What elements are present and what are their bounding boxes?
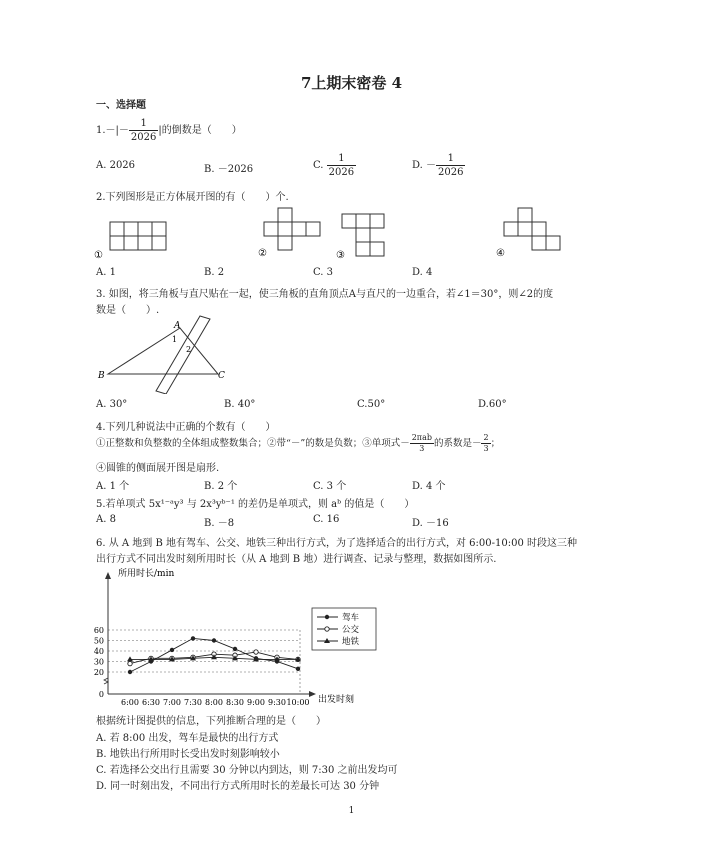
q2-option-c: C. 3: [313, 267, 334, 278]
label-c: C: [218, 371, 225, 381]
section-heading: 一、选择题: [96, 100, 146, 111]
y-tick-label: 0: [98, 690, 104, 699]
q5-option-b: B. －8: [204, 518, 235, 529]
cube-nets-figure: [90, 200, 610, 265]
net-mark-4: ④: [496, 248, 505, 259]
q4-option-c: C. 3 个: [313, 481, 347, 492]
q4-option-d: D. 4 个: [412, 481, 446, 492]
x-tick-label: 8:00: [205, 698, 223, 707]
q4-statements-1: ①正整数和负整数的全体组成整数集合；②带“－”的数是负数；③单项式－ $\frac{\text{2πab}}{3}$ 的系数是－ $\frac{2}{3}$ ；: [96, 433, 501, 453]
x-tick-label: 7:30: [184, 698, 202, 707]
q5-stem: 5.若单项式 5x¹⁻ᵃy³ 与 2x³yᵇ⁻¹ 的差仍是单项式，则 aᵇ 的值是（ ）: [96, 499, 415, 510]
x-tick-label: 10:00: [286, 698, 310, 707]
q6-line1: 6. 从 A 地到 B 地有驾车、公交、地铁三种出行方式，为了选择适合的出行方式，对 6:00-10:00 时段这三种: [96, 538, 578, 549]
q2-option-d: D. 4: [412, 267, 433, 278]
q3-option-c: C.50°: [357, 399, 386, 410]
data-point: [128, 670, 132, 674]
label-b: B: [98, 371, 105, 381]
data-point: [233, 647, 237, 651]
cube-net-3: [342, 214, 384, 256]
net-mark-1: ①: [94, 250, 103, 261]
q3-option-a: A. 30°: [96, 399, 128, 410]
q2-option-a: A. 1: [96, 267, 116, 278]
q1-prefix: 1.－|－: [96, 125, 129, 136]
cube-net-1: [110, 222, 166, 250]
travel-time-line-chart: [90, 566, 380, 708]
x-tick-label: 6:00: [121, 698, 139, 707]
label-a: A: [174, 321, 181, 331]
y-axis-arrow: [105, 572, 111, 579]
q6-option-c: C. 若选择公交出行且需要 30 分钟以内到达，则 7:30 之前出发均可: [96, 765, 398, 776]
legend-label: 驾车: [342, 613, 360, 623]
q6-question: 根据统计图提供的信息，下列推断合理的是（ ）: [96, 716, 326, 727]
page-number: 1: [348, 806, 355, 816]
triangle-outline: [108, 328, 218, 374]
q3-option-b: B. 40°: [224, 399, 256, 410]
page-title: 7上期末密卷 4: [300, 74, 403, 92]
q6-option-b: B. 地铁出行所用时长受出发时刻影响较小: [96, 749, 280, 760]
legend-label: 地铁: [342, 637, 360, 647]
q5-option-d: D. －16: [412, 518, 449, 529]
data-point: [128, 661, 132, 665]
y-tick-label: 30: [93, 657, 104, 667]
y-tick-label: 60: [93, 626, 104, 635]
q1-option-c: C. $\frac{1}{2026}$: [313, 153, 355, 178]
q3-line2: 数是（ ）.: [96, 305, 160, 316]
q2-option-b: B. 2: [204, 267, 225, 278]
q1-option-a: A. 2026: [96, 160, 136, 171]
q6-line2: 出行方式不同出发时刻所用时长（从 A 地到 B 地）进行调查、记录与整理，数据如图所示.: [96, 554, 497, 565]
q6-option-d: D. 同一时刻出发，不同出行方式所用时长的差最长可达 30 分钟: [96, 781, 380, 792]
net-mark-3: ③: [336, 250, 345, 261]
q4-stem: 4.下列几种说法中正确的个数有（ ）: [96, 422, 276, 433]
data-point: [212, 638, 216, 642]
data-point: [127, 656, 133, 661]
x-tick-label: 9:00: [247, 698, 265, 707]
chart-series: [127, 636, 301, 674]
y-tick-label: 20: [93, 668, 104, 677]
q1-option-d: D. － $\frac{1}{2026}$: [412, 153, 464, 178]
cube-net-4: [504, 208, 560, 250]
y-tick-label: 50: [93, 636, 104, 646]
triangle-ruler-figure: [92, 314, 242, 394]
q1-option-b: B. －2026: [204, 164, 254, 175]
data-point: [254, 650, 258, 654]
q2-stem: 2.下列图形是正方体展开图的有（ ）个.: [96, 192, 289, 203]
data-point: [191, 636, 195, 640]
q3-option-d: D.60°: [478, 399, 507, 410]
data-point: [325, 615, 329, 619]
x-tick-label: 6:30: [142, 698, 160, 707]
chart-x-label: 出发时刻: [318, 695, 355, 705]
chart-y-label: 所用时长/min: [118, 569, 175, 579]
net-mark-2: ②: [258, 248, 267, 259]
chart-legend: [312, 608, 376, 650]
q5-option-a: A. 8: [96, 514, 116, 525]
q1-fraction: $\frac{1}{2026}$: [130, 118, 157, 143]
q3-line1: 3. 如图，将三角板与直尺贴在一起，使三角板的直角顶点A与直尺的一边重合，若∠1＝30°，则∠2的度: [96, 289, 554, 300]
data-point: [325, 627, 329, 631]
q5-option-c: C. 16: [313, 514, 340, 525]
q4-option-a: A. 1 个: [96, 481, 130, 492]
q1-stem: [96, 117, 242, 144]
cube-net-2: [264, 208, 320, 250]
q4-option-b: B. 2 个: [204, 481, 238, 492]
q1-suffix: |的倒数是（ ）: [158, 125, 242, 136]
x-tick-label: 8:30: [226, 698, 244, 707]
q4-statements-2: ④圆锥的侧面展开图是扇形.: [96, 463, 220, 474]
x-tick-label: 7:00: [163, 698, 181, 707]
label-angle-1: 1: [172, 335, 178, 344]
legend-label: 公交: [342, 625, 360, 635]
label-angle-2: 2: [186, 345, 192, 354]
x-axis-arrow: [309, 691, 316, 697]
data-point: [170, 648, 174, 652]
data-point: [296, 667, 300, 671]
x-tick-label: 9:30: [268, 698, 286, 707]
q6-option-a: A. 若 8:00 出发，驾车是最快的出行方式: [96, 733, 279, 744]
y-tick-label: 40: [93, 647, 104, 656]
axis-break-mark: [104, 678, 108, 684]
